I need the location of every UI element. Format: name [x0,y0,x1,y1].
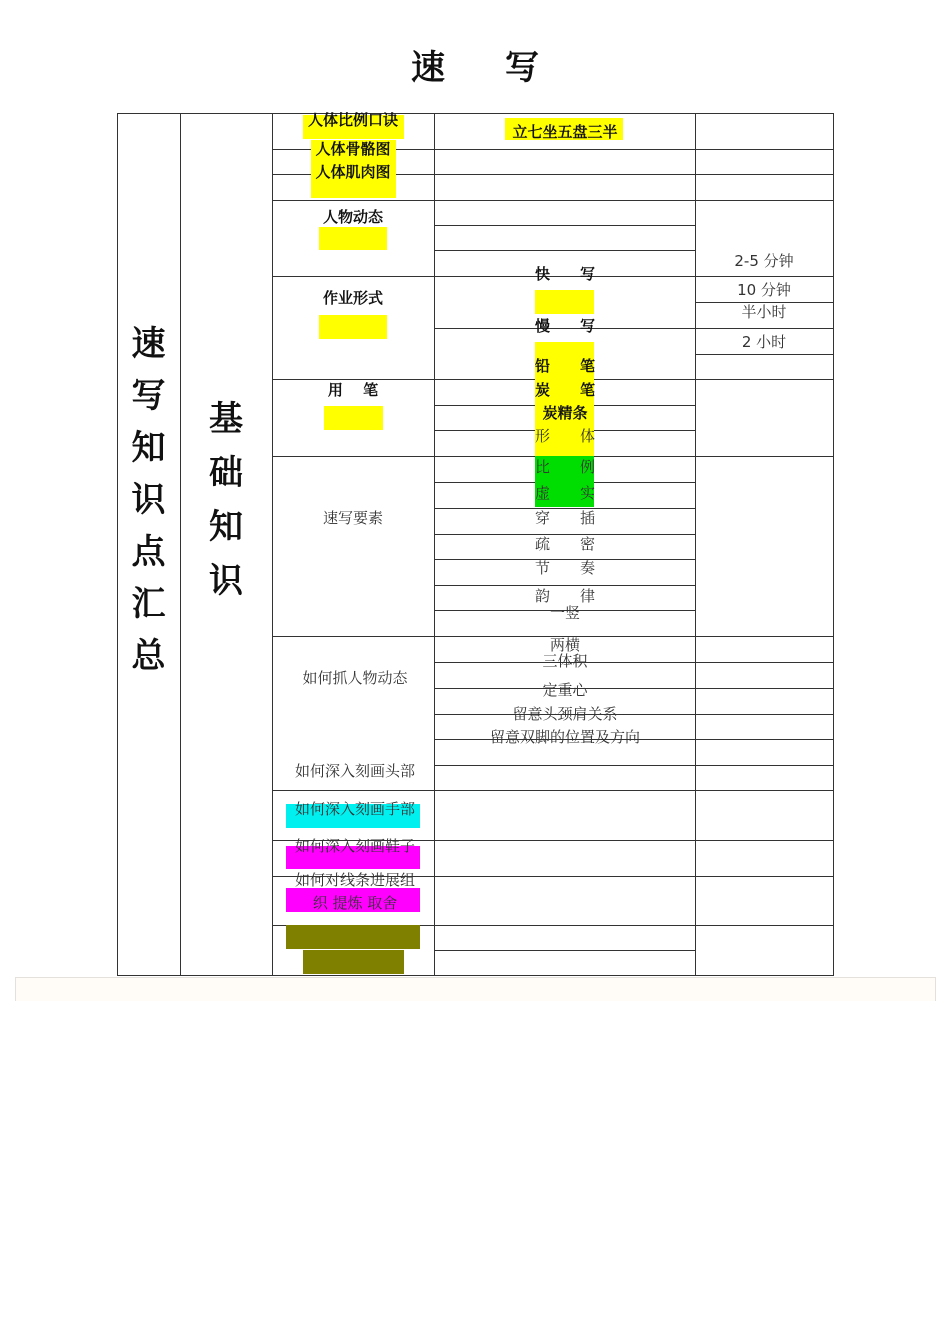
highlight-quick [535,290,594,314]
detail-cadence: 韵 律 [534,587,595,605]
title-char-1: 速 [411,48,445,88]
detail-charcoal-stick: 炭精条 [542,404,588,422]
detail-slow: 慢 写 [534,317,595,335]
highlight-dynamics [319,227,387,250]
detail-insert: 穿 插 [534,509,595,527]
time-ten-min: 10 分钟 [737,281,791,299]
detail-pencil: 铅 笔 [534,357,595,375]
detail-two-horizontal: 两横 [549,636,580,654]
highlight-olive-2 [303,950,404,974]
highlight-work-form [319,315,387,339]
detail-form: 形 体 [534,427,595,445]
topic-shoes: 如何深入刻画鞋子 [294,837,415,855]
detail-void-solid: 虚 实 [534,484,595,502]
topic-work-form: 作业形式 [322,289,383,307]
time-half-hour: 半小时 [741,303,787,321]
topic-lines-1: 如何对线条进展组 [294,871,415,889]
detail-one-vertical: 一竖 [549,604,580,622]
column-label-basics: 基 础 知 识 [209,399,243,601]
column-label-summary: 速 写 知 识 点 汇 总 [131,324,166,676]
page-footer-band [15,977,936,1001]
detail-charcoal: 炭 笔 [534,381,595,399]
topic-grasp: 如何抓人物动态 [302,669,408,687]
detail-feet: 留意双脚的位置及方向 [489,728,640,746]
detail-head-neck: 留意头颈肩关系 [512,705,618,723]
detail-quick: 快 写 [534,265,595,283]
topic-hands: 如何深入刻画手部 [294,800,415,818]
topic-skeleton: 人体骨骼图 [315,140,391,158]
detail-ratio: 比 例 [534,458,595,476]
topic-pen: 用 笔 [327,381,379,399]
detail-density: 疏 密 [534,535,595,553]
detail-proportion-rule: 立七坐五盘三半 [512,123,618,141]
title-char-2: 写 [505,48,539,88]
time-two-hours: 2 小时 [741,333,787,351]
time-quick: 2-5 分钟 [734,252,794,270]
topic-proportion: 人体比例口诀 [307,111,398,129]
topic-elements: 速写要素 [322,509,383,527]
page-title [0,40,950,89]
topic-dynamics: 人物动态 [322,208,383,226]
highlight-olive-1 [286,925,420,949]
detail-rhythm: 节 奏 [534,559,595,577]
topic-lines-2: 织 提炼 取舍 [312,894,398,912]
topic-muscle: 人体肌肉图 [315,163,391,181]
detail-three-volumes: 三体积 [542,652,588,670]
detail-center-gravity: 定重心 [542,681,588,699]
highlight-pen [324,406,383,430]
topic-head: 如何深入刻画头部 [294,762,415,780]
